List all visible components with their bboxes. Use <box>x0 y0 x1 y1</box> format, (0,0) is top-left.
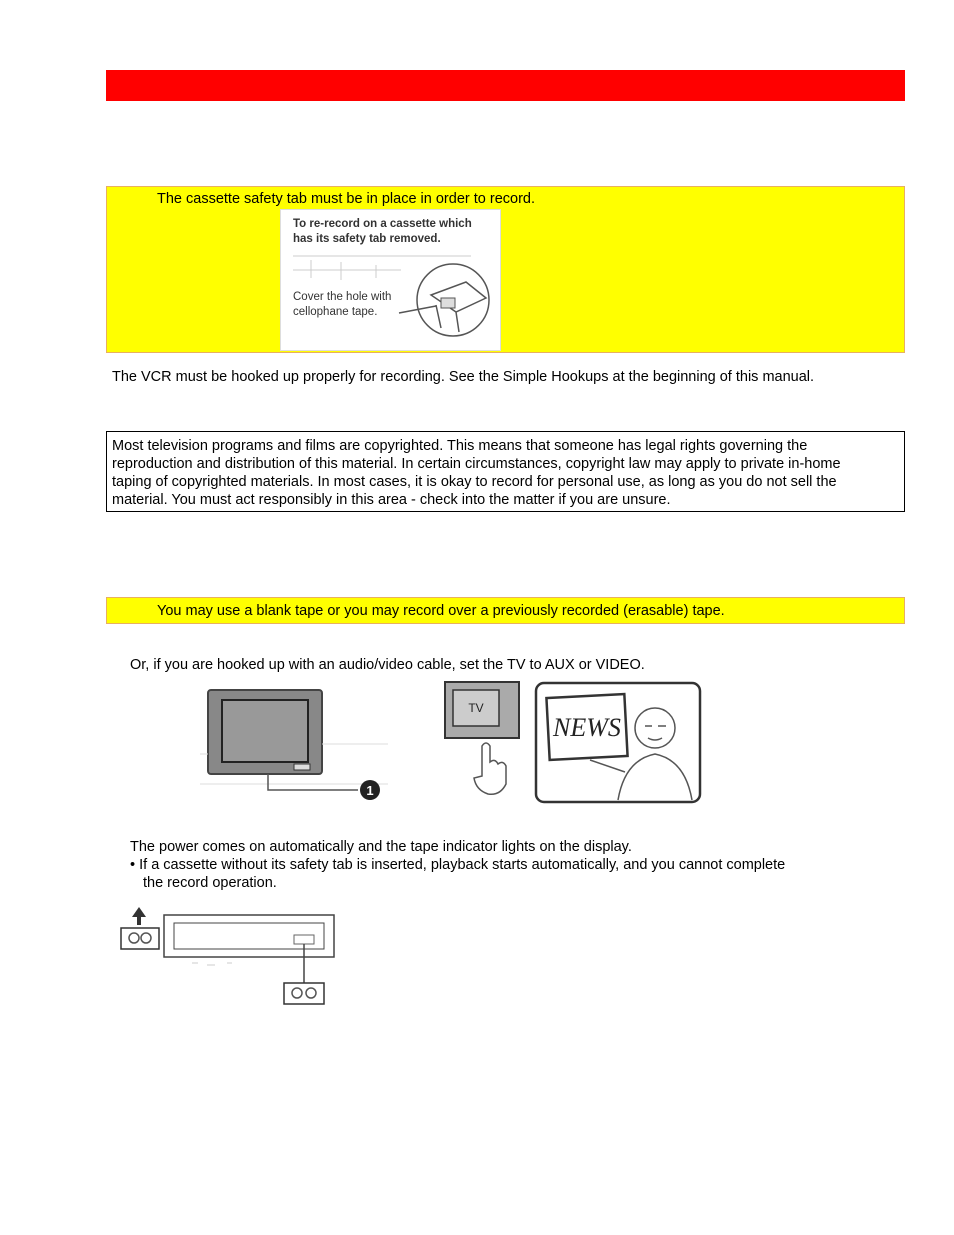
safety-tab-note-box <box>106 186 905 353</box>
blank-tape-note: You may use a blank tape or you may record over a previously recorded (erasable) tape. <box>157 603 725 619</box>
safety-tab-figure <box>280 209 501 351</box>
copyright-line: taping of copyrighted materials. In most cases, it is okay to record for personal use, as long as you do not sell the <box>112 474 837 490</box>
figure-title-line2: has its safety tab removed. <box>293 233 441 245</box>
copyright-line: Most television programs and films are copyrighted. This means that someone has legal rights governing the <box>112 438 808 454</box>
tv-step-text: Or, if you are hooked up with an audio/video cable, set the TV to AUX or VIDEO. <box>130 657 645 673</box>
power-step-line1: The power comes on automatically and the tape indicator lights on the display. <box>130 839 632 855</box>
power-step-line2: • If a cassette without its safety tab is inserted, playback starts automatically, and you cannot complete <box>130 857 786 873</box>
power-step-line3: the record operation. <box>143 875 277 891</box>
copyright-line: reproduction and distribution of this material. In certain circumstances, copyright law may apply to private in-home <box>112 456 841 472</box>
vcr-display-figure <box>112 905 340 1011</box>
pointing-hand-icon <box>474 743 506 794</box>
tv-video-figure <box>440 680 704 808</box>
news-label: NEWS <box>553 713 621 742</box>
safety-tab-note: The cassette safety tab must be in place in order to record. <box>157 191 535 207</box>
eject-arrow-icon <box>132 907 146 917</box>
tv-power-figure <box>198 684 390 806</box>
hookup-note: The VCR must be hooked up properly for recording. See the Simple Hookups at the beginning of this manual. <box>112 369 815 385</box>
copyright-box <box>106 431 905 512</box>
tv-screen <box>222 700 308 762</box>
tv-button-label: TV <box>468 701 484 715</box>
figure-caption-line1: Cover the hole with <box>293 291 392 303</box>
blank-tape-note-box <box>106 597 905 624</box>
copyright-line: material. You must act responsibly in this area - check into the matter if you are unsure. <box>112 492 671 508</box>
power-button <box>294 764 310 770</box>
header-bar <box>106 70 905 101</box>
tape-indicator-callout-icon <box>284 983 324 1004</box>
callout-number: 1 <box>366 783 374 798</box>
figure-title-line1: To re-record on a cassette which <box>293 218 472 230</box>
tape-indicator-icon <box>121 928 159 949</box>
figure-caption-line2: cellophane tape. <box>293 306 378 318</box>
